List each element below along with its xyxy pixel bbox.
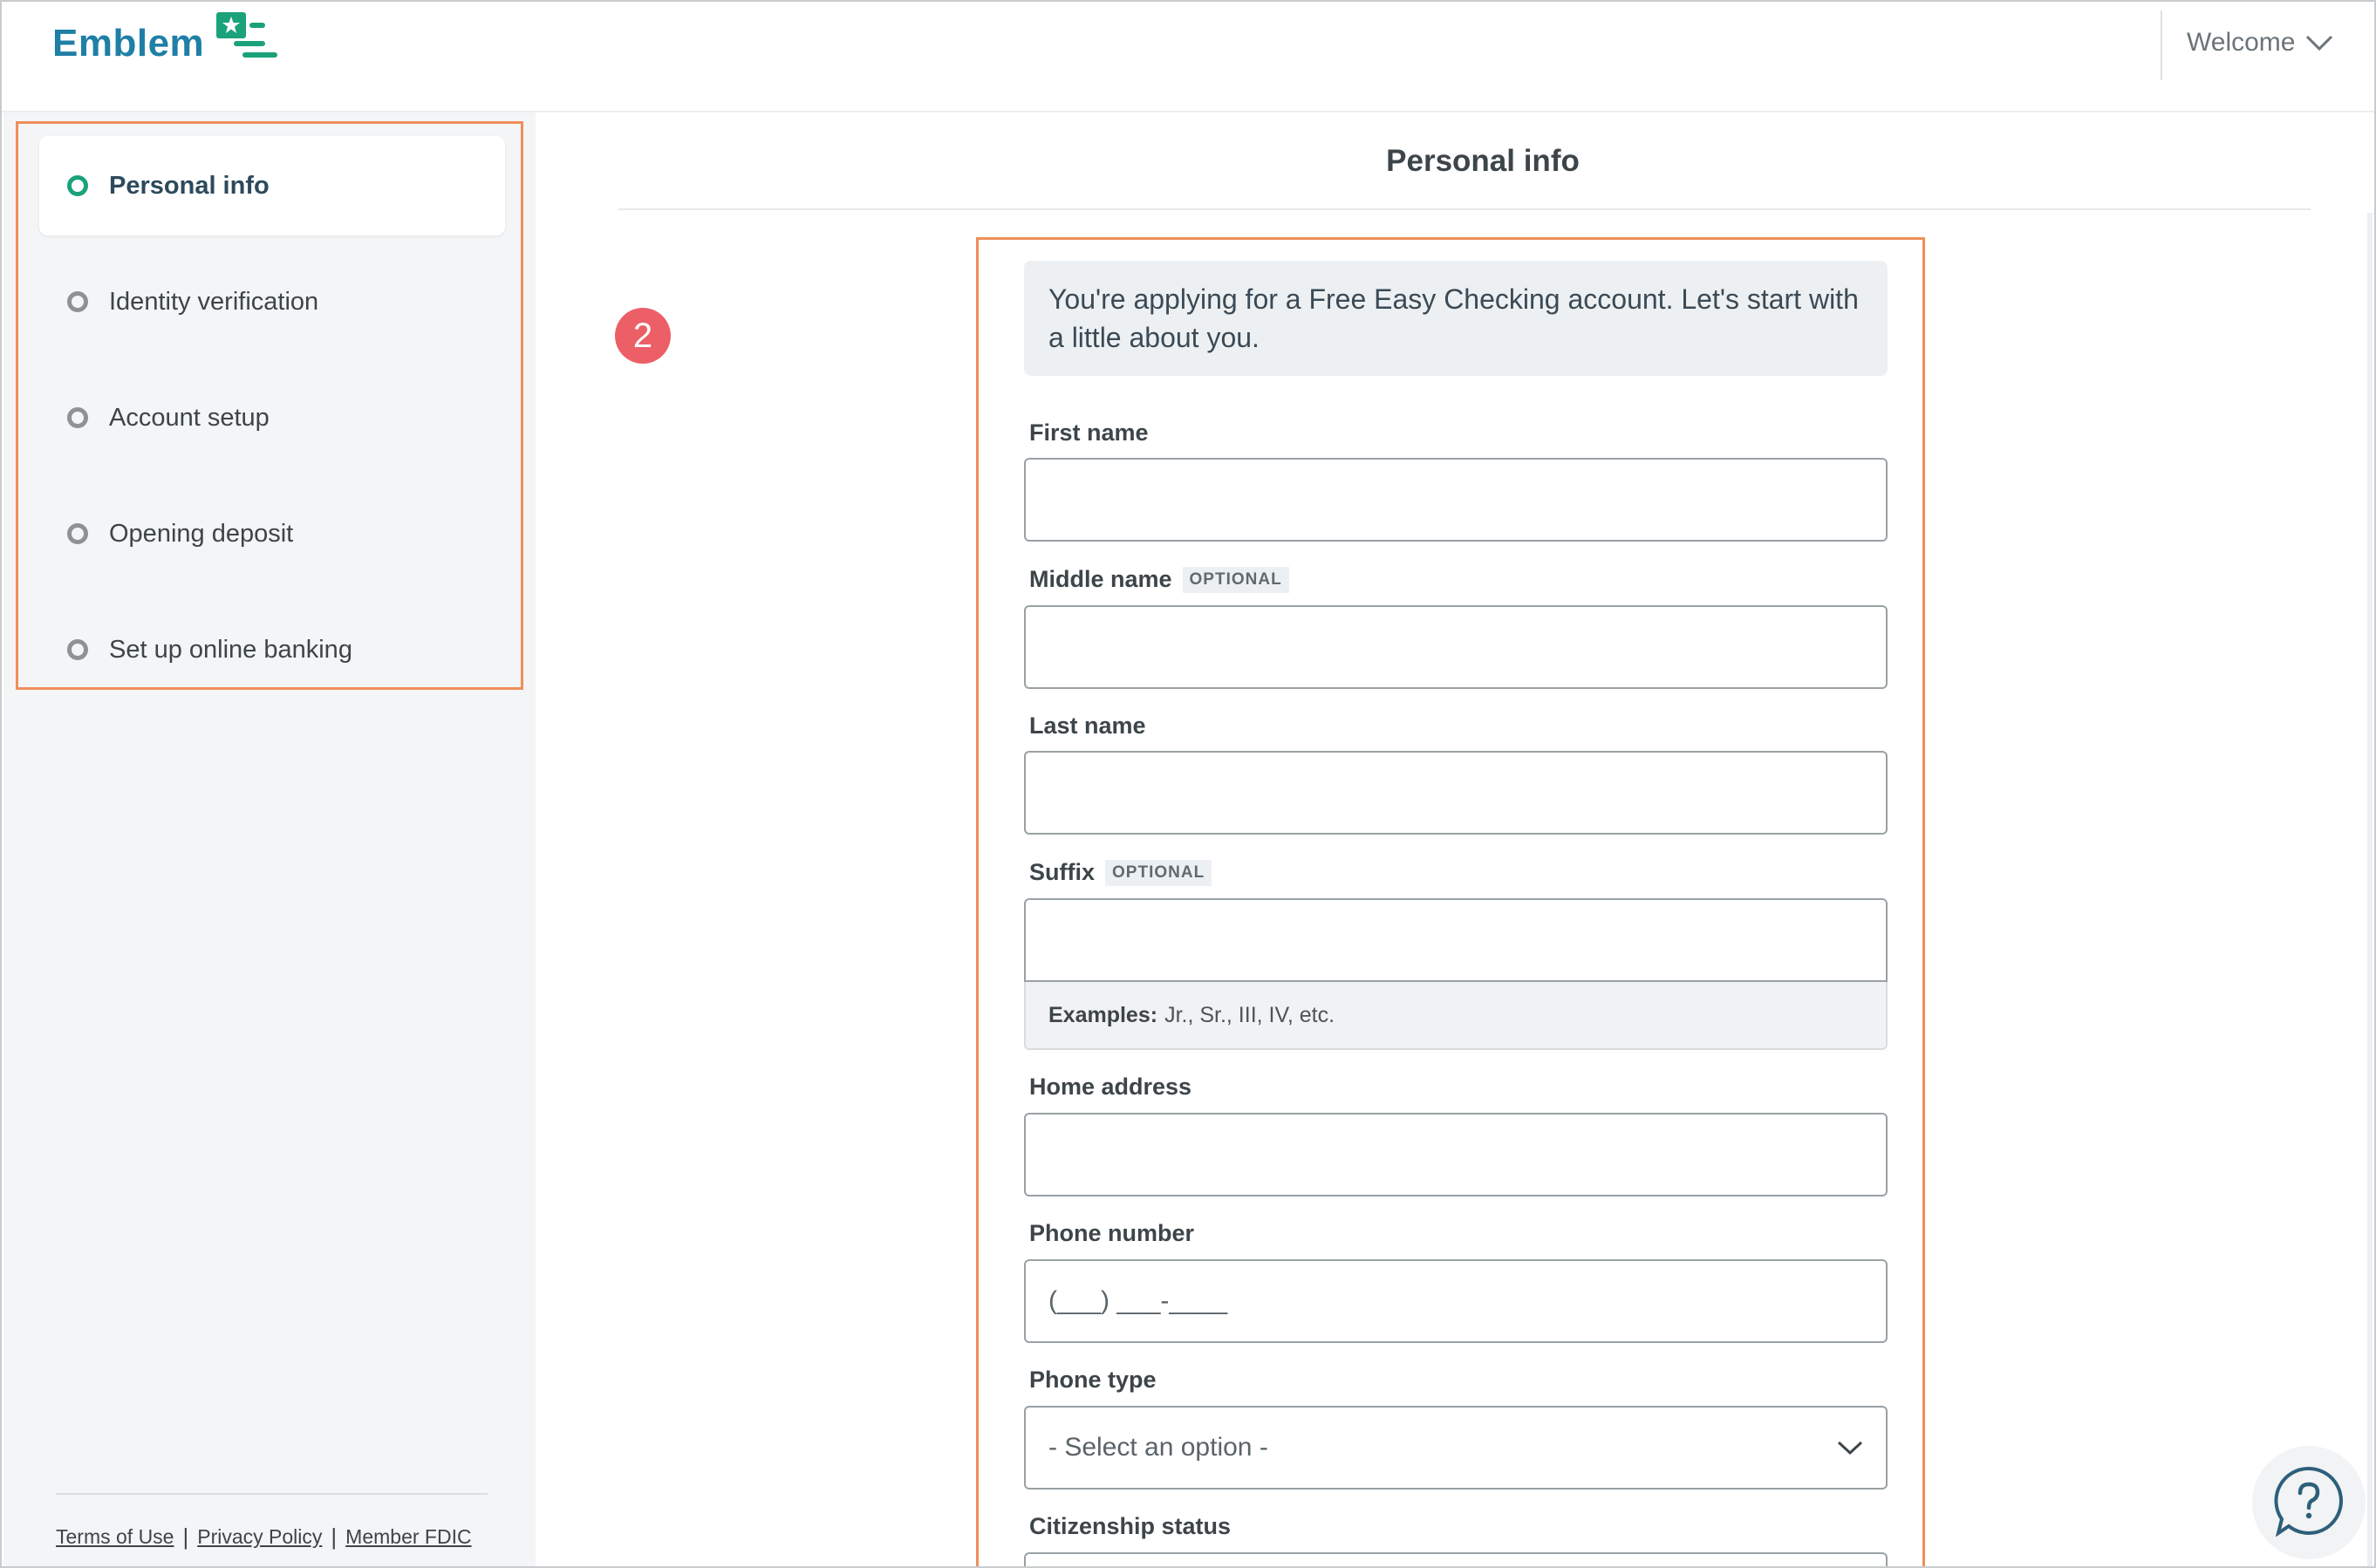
step-identity-verification[interactable]: [39, 252, 505, 351]
phone-number-label: [1029, 1220, 1194, 1247]
terms-link[interactable]: Terms of Use: [56, 1525, 174, 1548]
first-name-label-text: First name: [1029, 419, 1149, 446]
step-pending-icon: [67, 639, 88, 660]
step-opening-deposit[interactable]: [39, 484, 505, 583]
home-address-label-text: Home address: [1029, 1074, 1192, 1100]
link-separator: |: [331, 1524, 338, 1550]
intro-message: You're applying for a Free Easy Checking account. Let's start with a little about you.: [1024, 261, 1888, 376]
step-pending-icon: [67, 407, 88, 428]
top-header: [2, 2, 2376, 112]
step-label: Identity verification: [109, 287, 319, 316]
first-name-input[interactable]: [1024, 458, 1888, 542]
step-pending-icon: [67, 291, 88, 312]
step-online-banking[interactable]: [39, 600, 505, 699]
citizenship-status-label: [1029, 1513, 1231, 1540]
help-button[interactable]: [2252, 1446, 2366, 1559]
step-active-icon: [67, 175, 88, 196]
middle-name-input[interactable]: [1024, 605, 1888, 689]
hint-bold: Examples:: [1048, 1002, 1158, 1027]
step-label: Personal info: [109, 171, 270, 200]
last-name-label: [1029, 712, 1146, 740]
step-personal-info[interactable]: [39, 136, 505, 235]
welcome-label: Welcome: [2187, 28, 2296, 57]
suffix-hint: [1024, 982, 1888, 1050]
header-divider: [2161, 10, 2162, 80]
link-separator: |: [182, 1524, 189, 1550]
last-name-input[interactable]: [1024, 751, 1888, 835]
chevron-down-icon: [2305, 34, 2333, 51]
step-label: Set up online banking: [109, 635, 352, 664]
steps-highlight: [16, 121, 523, 690]
phone-type-label: [1029, 1367, 1157, 1394]
citizenship-status-select[interactable]: [1024, 1552, 1888, 1568]
step-number-badge: 2: [615, 308, 671, 364]
scrollbar[interactable]: [2367, 213, 2373, 1568]
citizenship-label-text: Citizenship status: [1029, 1513, 1232, 1539]
phone-type-selected: - Select an option -: [1048, 1433, 1268, 1462]
step-pending-icon: [67, 523, 88, 544]
phone-number-label-text: Phone number: [1029, 1220, 1195, 1246]
fdic-link[interactable]: Member FDIC: [345, 1525, 472, 1548]
chevron-down-icon: [1837, 1440, 1863, 1456]
optional-tag: OPTIONAL: [1105, 860, 1212, 886]
page-title: Personal info: [1386, 144, 1580, 178]
last-name-label-text: Last name: [1029, 712, 1146, 739]
progress-sidebar: [3, 112, 536, 1568]
footer-divider: [56, 1493, 488, 1495]
middle-name-label-text: Middle name: [1029, 566, 1172, 592]
main-content: [536, 112, 2376, 1568]
personal-info-form: [976, 237, 1925, 1568]
first-name-label: [1029, 419, 1149, 447]
footer-links: [56, 1524, 472, 1551]
optional-tag: OPTIONAL: [1183, 567, 1289, 593]
logo-text: Emblem: [52, 22, 205, 65]
welcome-menu[interactable]: [2187, 28, 2333, 58]
suffix-label-text: Suffix: [1029, 859, 1096, 885]
phone-placeholder: (___) ___-____: [1048, 1286, 1228, 1315]
step-label: Opening deposit: [109, 519, 294, 548]
phone-number-input[interactable]: [1024, 1259, 1888, 1343]
step-account-setup[interactable]: [39, 368, 505, 467]
privacy-link[interactable]: Privacy Policy: [197, 1525, 323, 1548]
step-label: Account setup: [109, 403, 270, 432]
suffix-label: [1029, 859, 1212, 886]
home-address-input[interactable]: [1024, 1113, 1888, 1196]
phone-type-label-text: Phone type: [1029, 1367, 1157, 1393]
title-divider: [618, 208, 2311, 210]
help-chat-icon: [2273, 1465, 2345, 1537]
phone-type-select[interactable]: [1024, 1406, 1888, 1490]
hint-text: Jr., Sr., III, IV, etc.: [1164, 1002, 1335, 1027]
suffix-input[interactable]: [1024, 898, 1888, 982]
middle-name-label: [1029, 566, 1289, 593]
flag-star-icon: [216, 12, 277, 61]
emblem-logo[interactable]: [52, 17, 277, 70]
home-address-label: [1029, 1074, 1191, 1101]
